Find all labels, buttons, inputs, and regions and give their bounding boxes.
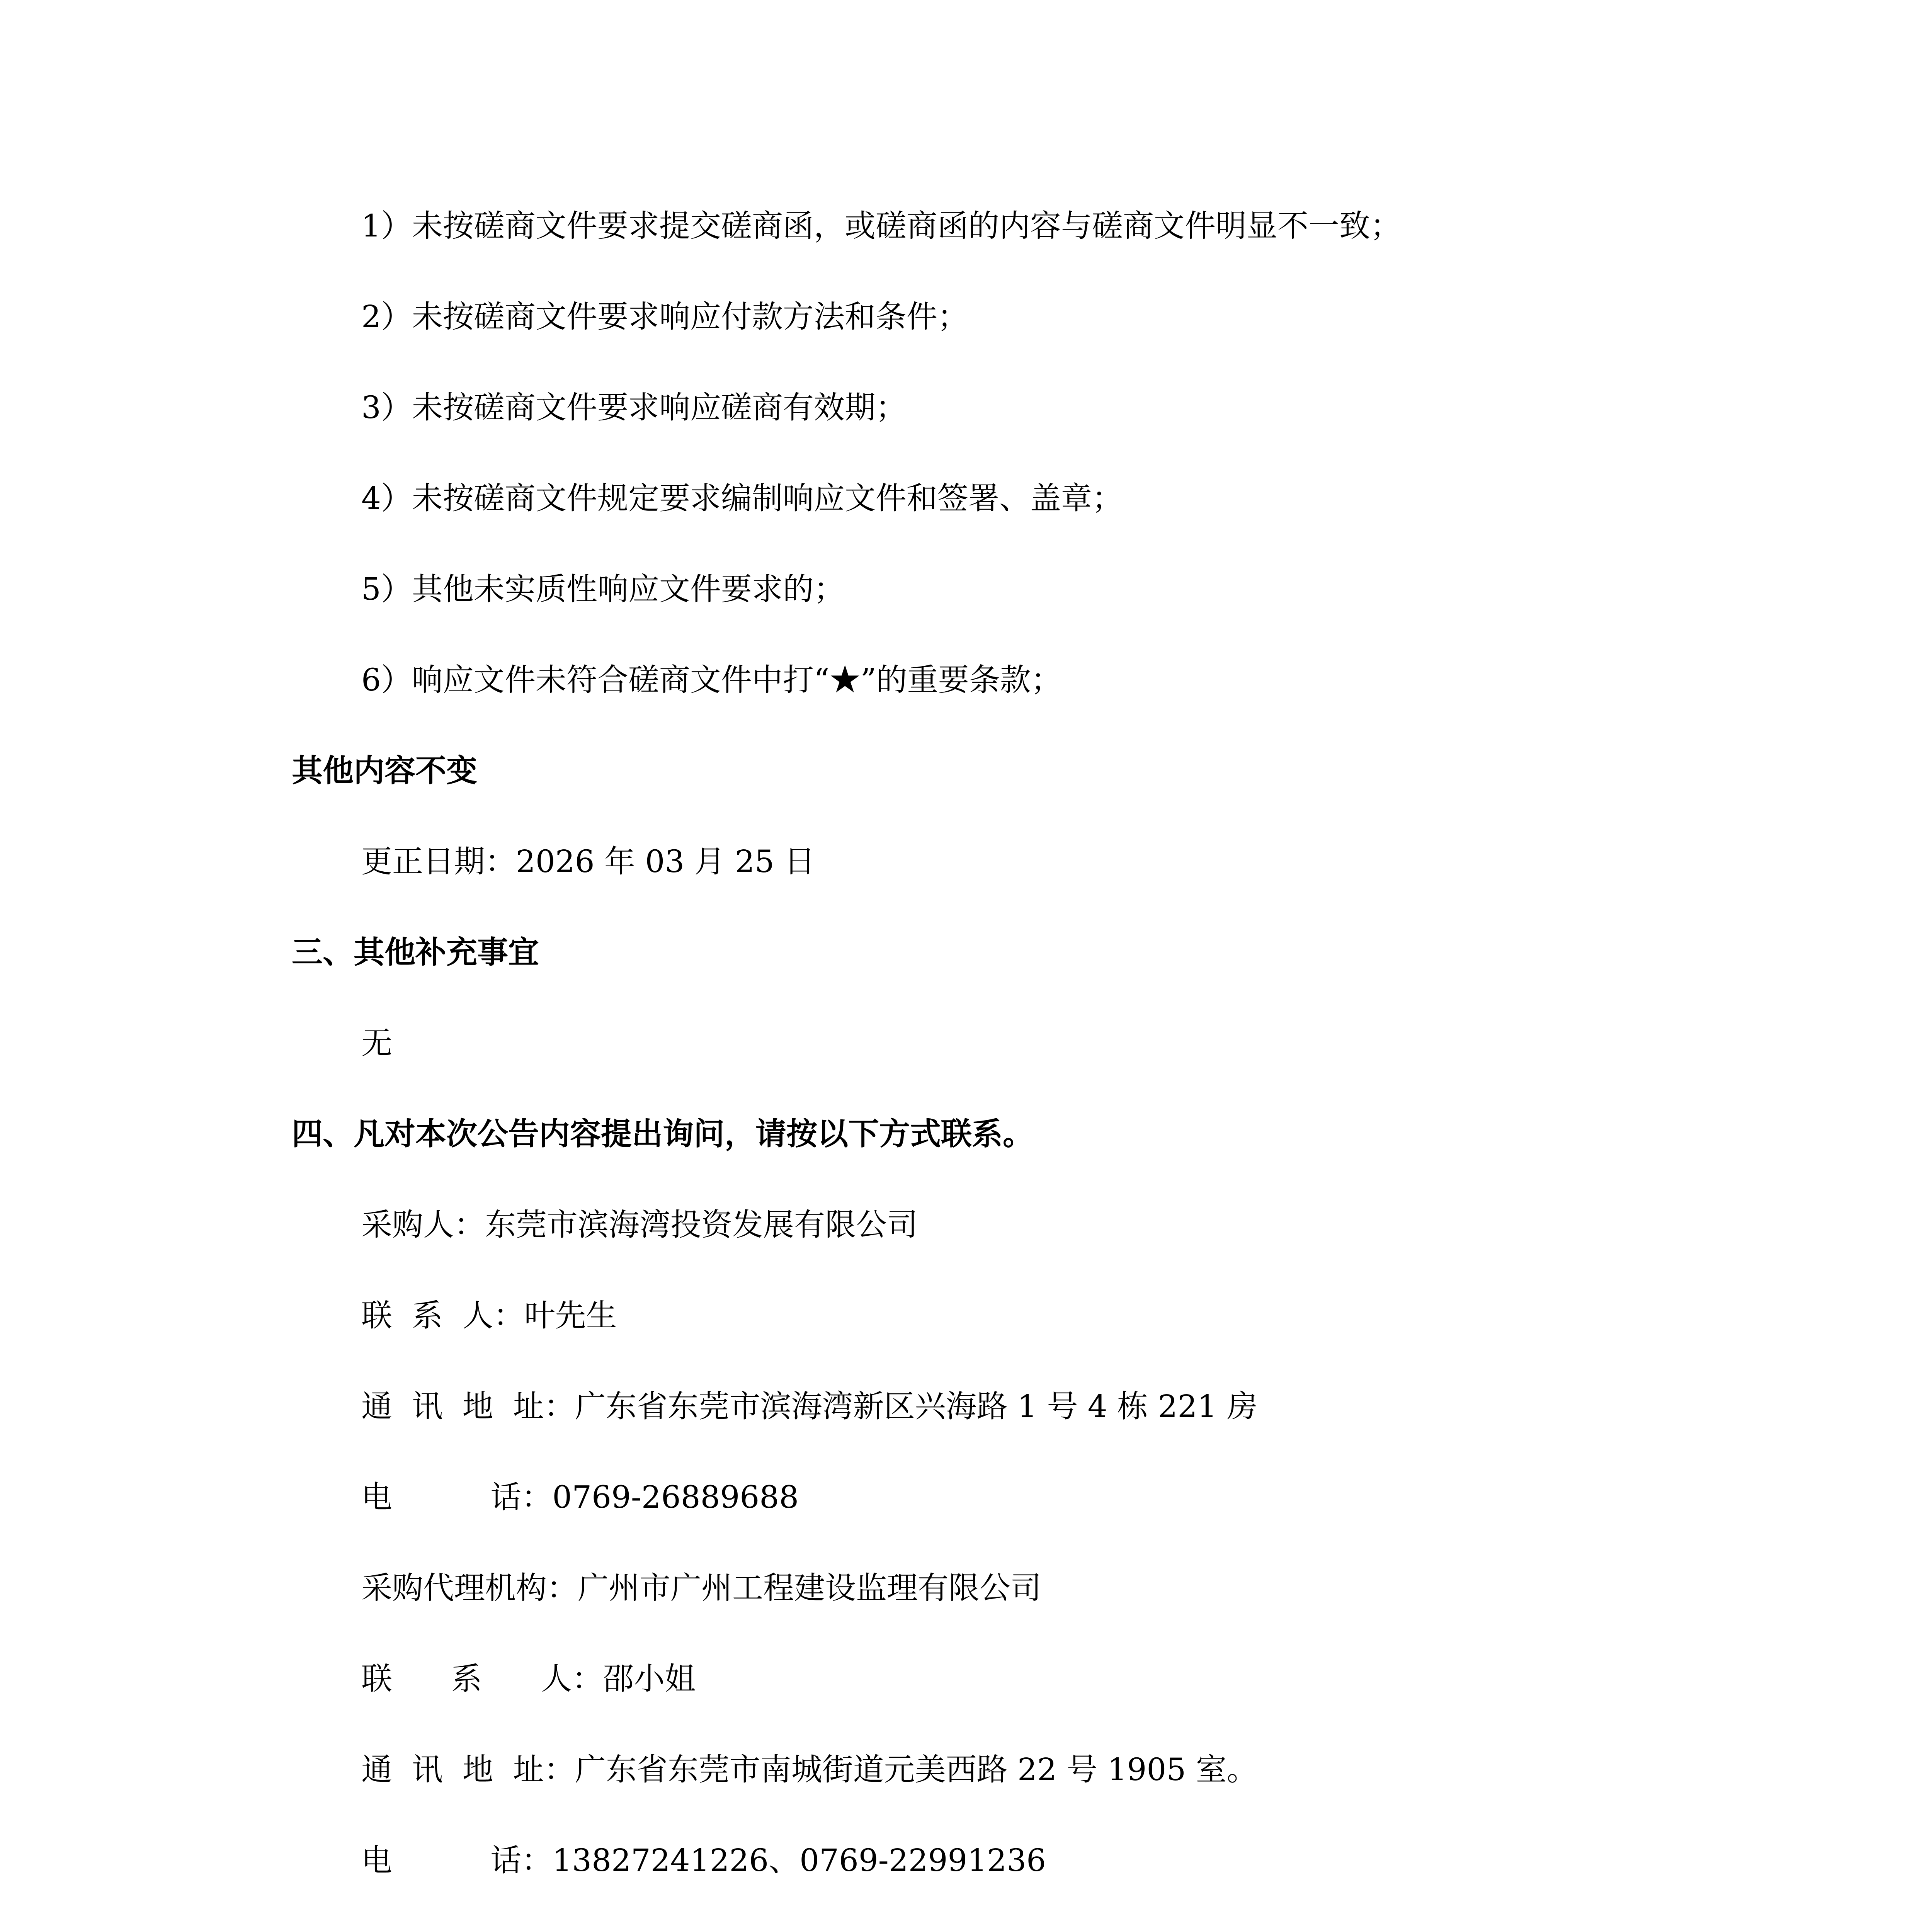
correction-date: 更正日期：2026 年 03 月 25 日 xyxy=(361,844,815,879)
agency-phone: 电 话：13827241226、0769-22991236 xyxy=(361,1842,1046,1878)
section3-heading: 三、其他补充事宜 xyxy=(292,934,539,970)
list-item: 1）未按磋商文件要求提交磋商函，或磋商函的内容与磋商文件明显不一致； xyxy=(361,208,1401,244)
list-item: 5）其他未实质性响应文件要求的； xyxy=(361,571,845,607)
list-item: 6）响应文件未符合磋商文件中打“★”的重要条款； xyxy=(361,662,1062,698)
purchaser-address: 通 讯 地 址：广东省东莞市滨海湾新区兴海路 1 号 4 栋 221 房 xyxy=(361,1388,1258,1424)
section3-content: 无 xyxy=(361,1025,392,1061)
purchaser-phone: 电 话：0769-26889688 xyxy=(361,1479,799,1515)
agency-contact: 联 系 人：邵小姐 xyxy=(361,1661,696,1697)
list-item: 4）未按磋商文件规定要求编制响应文件和签署、盖章； xyxy=(361,480,1123,516)
other-unchanged-heading: 其他内容不变 xyxy=(292,753,477,789)
list-item: 2）未按磋商文件要求响应付款方法和条件； xyxy=(361,299,968,335)
agency-address: 通 讯 地 址：广东省东莞市南城街道元美西路 22 号 1905 室。 xyxy=(361,1752,1258,1787)
section4-heading: 四、凡对本次公告内容提出询问，请按以下方式联系。 xyxy=(292,1116,1034,1152)
agency-name: 采购代理机构：广州市广州工程建设监理有限公司 xyxy=(361,1570,1041,1606)
purchaser-contact: 联 系 人：叶先生 xyxy=(361,1298,617,1333)
purchaser-name: 采购人：东莞市滨海湾投资发展有限公司 xyxy=(361,1207,918,1243)
list-item: 3）未按磋商文件要求响应磋商有效期； xyxy=(361,389,907,425)
